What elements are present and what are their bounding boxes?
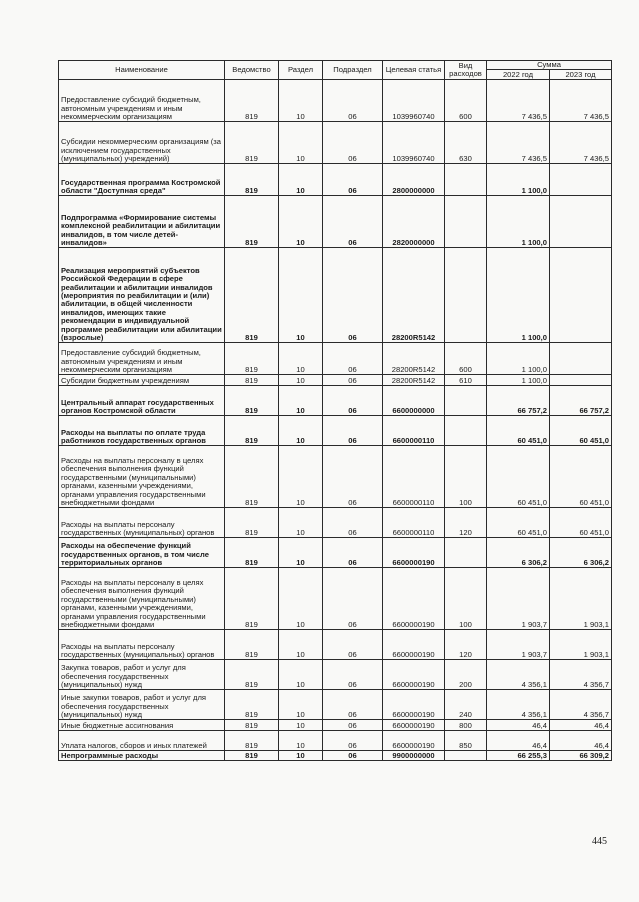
row-target: 6600000190	[383, 538, 445, 568]
table-row	[59, 386, 612, 416]
row-sum-2022: 1 100,0	[487, 164, 550, 196]
row-target: 6600000110	[383, 416, 445, 446]
row-sum-2023: 1 903,1	[550, 630, 612, 660]
row-dept: 819	[225, 196, 279, 248]
row-sum-2023: 4 356,7	[550, 660, 612, 690]
row-name: Иные бюджетные ассигнования	[59, 720, 225, 731]
row-name: Субсидии некоммерческим организациям (за исключением государственных (муниципальных) учреждений)	[59, 122, 225, 164]
row-target: 28200R5142	[383, 343, 445, 375]
row-sum-2022: 1 100,0	[487, 196, 550, 248]
row-section: 10	[279, 690, 323, 720]
row-dept: 819	[225, 751, 279, 761]
table-row	[59, 568, 612, 630]
row-sum-2022: 4 356,1	[487, 660, 550, 690]
row-section: 10	[279, 80, 323, 122]
row-subsection: 06	[323, 568, 383, 630]
row-subsection: 06	[323, 630, 383, 660]
row-dept: 819	[225, 538, 279, 568]
row-target: 6600000110	[383, 446, 445, 508]
row-sum-2023	[550, 343, 612, 375]
row-target: 6600000190	[383, 660, 445, 690]
row-sum-2022: 46,4	[487, 720, 550, 731]
row-section: 10	[279, 196, 323, 248]
row-section: 10	[279, 122, 323, 164]
row-sum-2023: 66 309,2	[550, 751, 612, 761]
row-dept: 819	[225, 343, 279, 375]
table-row	[59, 630, 612, 660]
table-row	[59, 375, 612, 386]
row-subsection: 06	[323, 416, 383, 446]
row-subsection: 06	[323, 248, 383, 343]
row-sum-2023: 60 451,0	[550, 508, 612, 538]
row-sum-2023	[550, 164, 612, 196]
row-name: Расходы на выплаты персоналу в целях обеспечения выполнения функций государственными (муниципальными) органами, казенными учреждениями, органами управления государственными внебюджетными фондами	[59, 446, 225, 508]
row-sum-2022: 1 903,7	[487, 630, 550, 660]
row-section: 10	[279, 538, 323, 568]
row-kind: 120	[445, 630, 487, 660]
header-target: Целевая статья	[383, 61, 445, 80]
row-sum-2022: 7 436,5	[487, 80, 550, 122]
row-section: 10	[279, 343, 323, 375]
row-name: Подпрограмма «Формирование системы комплексной реабилитации и абилитации инвалидов, в том числе детей-инвалидов»	[59, 196, 225, 248]
row-target: 6600000190	[383, 568, 445, 630]
row-sum-2022: 1 100,0	[487, 248, 550, 343]
row-kind: 240	[445, 690, 487, 720]
header-name: Наименование	[59, 61, 225, 80]
row-target: 28200R5142	[383, 375, 445, 386]
row-subsection: 06	[323, 164, 383, 196]
table-row	[59, 416, 612, 446]
row-section: 10	[279, 630, 323, 660]
row-sum-2023: 60 451,0	[550, 446, 612, 508]
header-2022: 2022 год	[487, 70, 550, 80]
row-kind: 120	[445, 508, 487, 538]
row-target: 6600000000	[383, 386, 445, 416]
row-kind	[445, 386, 487, 416]
row-name: Иные закупки товаров, работ и услуг для обеспечения государственных (муниципальных) нужд	[59, 690, 225, 720]
row-target: 2800000000	[383, 164, 445, 196]
row-name: Расходы на выплаты персоналу государственных (муниципальных) органов	[59, 630, 225, 660]
row-dept: 819	[225, 122, 279, 164]
row-target: 1039960740	[383, 122, 445, 164]
row-sum-2023: 4 356,7	[550, 690, 612, 720]
header-subsection: Подраздел	[323, 61, 383, 80]
row-dept: 819	[225, 386, 279, 416]
budget-table-body	[59, 80, 612, 761]
row-name: Предоставление субсидий бюджетным, автономным учреждениям и иным некоммерческим организациям	[59, 80, 225, 122]
row-kind: 610	[445, 375, 487, 386]
row-kind: 100	[445, 446, 487, 508]
row-section: 10	[279, 248, 323, 343]
row-dept: 819	[225, 416, 279, 446]
row-dept: 819	[225, 508, 279, 538]
row-kind	[445, 164, 487, 196]
table-row	[59, 196, 612, 248]
row-kind	[445, 538, 487, 568]
row-name: Государственная программа Костромской области "Доступная среда"	[59, 164, 225, 196]
row-target: 6600000190	[383, 690, 445, 720]
row-kind	[445, 751, 487, 761]
row-subsection: 06	[323, 690, 383, 720]
row-sum-2023: 7 436,5	[550, 122, 612, 164]
row-name: Центральный аппарат государственных органов Костромской области	[59, 386, 225, 416]
row-dept: 819	[225, 720, 279, 731]
row-subsection: 06	[323, 80, 383, 122]
row-name: Расходы на обеспечение функций государственных органов, в том числе территориальных органов	[59, 538, 225, 568]
row-section: 10	[279, 416, 323, 446]
row-target: 28200R5142	[383, 248, 445, 343]
row-kind	[445, 196, 487, 248]
row-section: 10	[279, 660, 323, 690]
row-subsection: 06	[323, 375, 383, 386]
row-dept: 819	[225, 568, 279, 630]
row-sum-2022: 60 451,0	[487, 508, 550, 538]
row-name: Расходы на выплаты персоналу в целях обеспечения выполнения функций государственными (муниципальными) органами, казенными учреждениями, органами управления государственными внебюджетными фондами	[59, 568, 225, 630]
row-name: Непрограммные расходы	[59, 751, 225, 761]
table-row	[59, 164, 612, 196]
row-sum-2023: 7 436,5	[550, 80, 612, 122]
row-target: 1039960740	[383, 80, 445, 122]
row-dept: 819	[225, 660, 279, 690]
table-row	[59, 751, 612, 761]
row-kind: 100	[445, 568, 487, 630]
row-sum-2023	[550, 196, 612, 248]
page-number: 445	[592, 836, 607, 847]
row-name: Субсидии бюджетным учреждениям	[59, 375, 225, 386]
row-section: 10	[279, 751, 323, 761]
header-dept: Ведомство	[225, 61, 279, 80]
row-kind	[445, 248, 487, 343]
row-sum-2023: 46,4	[550, 720, 612, 731]
row-sum-2023: 60 451,0	[550, 416, 612, 446]
row-subsection: 06	[323, 731, 383, 751]
row-sum-2023: 66 757,2	[550, 386, 612, 416]
row-dept: 819	[225, 164, 279, 196]
row-subsection: 06	[323, 386, 383, 416]
row-subsection: 06	[323, 196, 383, 248]
header-2023: 2023 год	[550, 70, 612, 80]
table-row	[59, 720, 612, 731]
row-kind	[445, 416, 487, 446]
row-section: 10	[279, 164, 323, 196]
row-sum-2023	[550, 248, 612, 343]
table-row	[59, 660, 612, 690]
row-sum-2022: 60 451,0	[487, 416, 550, 446]
table-row	[59, 446, 612, 508]
row-section: 10	[279, 508, 323, 538]
row-section: 10	[279, 375, 323, 386]
row-subsection: 06	[323, 122, 383, 164]
row-kind: 630	[445, 122, 487, 164]
row-section: 10	[279, 568, 323, 630]
table-row	[59, 538, 612, 568]
row-sum-2023: 6 306,2	[550, 538, 612, 568]
row-sum-2022: 4 356,1	[487, 690, 550, 720]
row-sum-2022: 60 451,0	[487, 446, 550, 508]
row-name: Закупка товаров, работ и услуг для обеспечения государственных (муниципальных) нужд	[59, 660, 225, 690]
row-sum-2023: 1 903,1	[550, 568, 612, 630]
row-subsection: 06	[323, 538, 383, 568]
row-target: 6600000110	[383, 508, 445, 538]
row-subsection: 06	[323, 720, 383, 731]
row-dept: 819	[225, 80, 279, 122]
row-dept: 819	[225, 630, 279, 660]
row-subsection: 06	[323, 660, 383, 690]
row-sum-2022: 6 306,2	[487, 538, 550, 568]
row-dept: 819	[225, 248, 279, 343]
header-sum: Сумма	[487, 61, 612, 70]
header-section: Раздел	[279, 61, 323, 80]
row-kind: 800	[445, 720, 487, 731]
row-subsection: 06	[323, 343, 383, 375]
header-kind: Вид расходов	[445, 61, 487, 80]
row-name: Расходы на выплаты персоналу государственных (муниципальных) органов	[59, 508, 225, 538]
row-section: 10	[279, 731, 323, 751]
row-dept: 819	[225, 446, 279, 508]
row-kind: 200	[445, 660, 487, 690]
row-target: 9900000000	[383, 751, 445, 761]
row-name: Расходы на выплаты по оплате труда работников государственных органов	[59, 416, 225, 446]
row-sum-2023	[550, 375, 612, 386]
row-section: 10	[279, 386, 323, 416]
row-sum-2022: 66 255,3	[487, 751, 550, 761]
row-section: 10	[279, 446, 323, 508]
table-row	[59, 690, 612, 720]
row-sum-2023: 46,4	[550, 731, 612, 751]
table-row	[59, 508, 612, 538]
row-target: 2820000000	[383, 196, 445, 248]
row-target: 6600000190	[383, 720, 445, 731]
row-subsection: 06	[323, 446, 383, 508]
table-row	[59, 80, 612, 122]
row-sum-2022: 1 100,0	[487, 375, 550, 386]
row-kind: 600	[445, 343, 487, 375]
row-dept: 819	[225, 690, 279, 720]
row-sum-2022: 66 757,2	[487, 386, 550, 416]
table-row	[59, 343, 612, 375]
row-section: 10	[279, 720, 323, 731]
row-sum-2022: 1 100,0	[487, 343, 550, 375]
budget-table	[58, 60, 612, 761]
row-name: Реализация мероприятий субъектов Российской Федерации в сфере реабилитации и абилитации инвалидов (мероприятия по реабилитации и (или) абилитации, в общей численности инвалидов, имеющих такие рекомендации в индивидуальной программе реабилитации или абилитации (взрослые)	[59, 248, 225, 343]
table-row	[59, 248, 612, 343]
row-sum-2022: 46,4	[487, 731, 550, 751]
row-target: 6600000190	[383, 630, 445, 660]
row-subsection: 06	[323, 508, 383, 538]
row-kind: 850	[445, 731, 487, 751]
row-name: Предоставление субсидий бюджетным, автономным учреждениям и иным некоммерческим организациям	[59, 343, 225, 375]
row-name: Уплата налогов, сборов и иных платежей	[59, 731, 225, 751]
row-subsection: 06	[323, 751, 383, 761]
row-dept: 819	[225, 375, 279, 386]
row-sum-2022: 7 436,5	[487, 122, 550, 164]
table-row	[59, 731, 612, 751]
row-kind: 600	[445, 80, 487, 122]
row-dept: 819	[225, 731, 279, 751]
row-sum-2022: 1 903,7	[487, 568, 550, 630]
row-target: 6600000190	[383, 731, 445, 751]
table-row	[59, 122, 612, 164]
